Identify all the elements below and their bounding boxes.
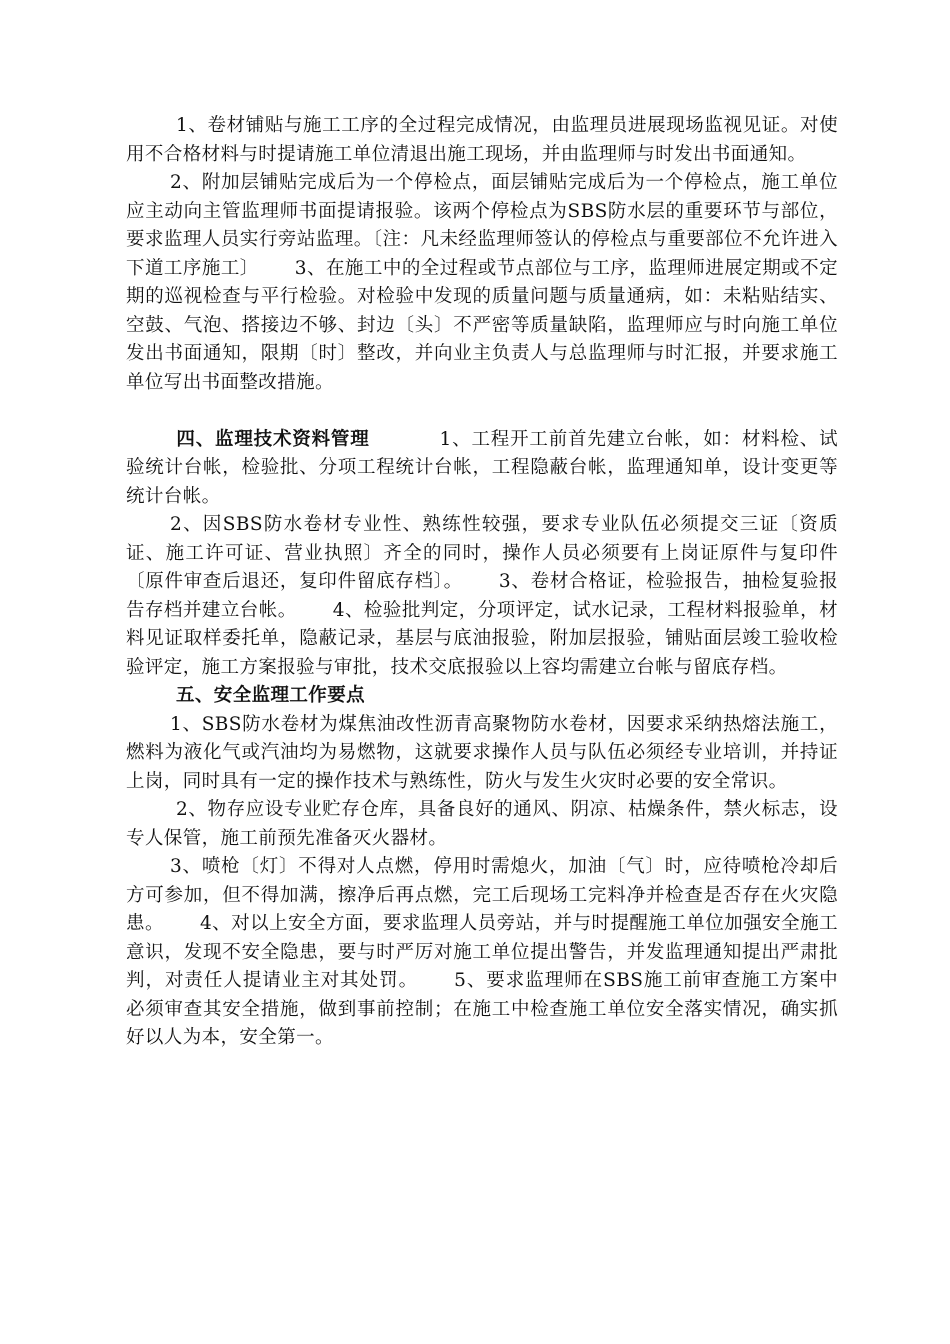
text-p4d: 4、检验批判定，分项评定，试水记录，工程材料报验单，材料见证取样委托单，隐蔽记录，基层与底油报验，附加层报验，铺贴面层竣工验收检验评定，施工方案报验与审批，技术交底报验以上容均需建立台帐与留底存档。 <box>126 599 838 678</box>
paragraph-storage <box>126 796 838 853</box>
paragraph-qualifications <box>126 511 838 682</box>
text-p4a: 1、工程开工前首先建立台帐，如：材料检、试验统计台帐，检验批、分项工程统计台帐，工程隐蔽台帐，监理通知单，设计变更等统计台帐。 <box>126 428 838 507</box>
section-heading-5: 五、安全监理工作要点 <box>176 685 366 706</box>
paragraph-fire-safety <box>126 711 838 797</box>
text-p1: 1、卷材铺贴与施工工序的全过程完成情况，由监理员进展现场监视见证。对使用不合格材料与时提请施工单位清退出施工现场，并由监理师与时发出书面通知。 <box>126 115 838 165</box>
text-p5e: 5、要求监理师在SBS施工前审查施工方案中必须审查其安全措施，做到事前控制；在施工中检查施工单位安全落实情况，确实抓好以人为本，安全第一。 <box>126 970 838 1048</box>
paragraph-torch-safety <box>126 853 838 1053</box>
paragraph-inspection-process <box>126 112 838 169</box>
text-p5b: 2、物存应设专业贮存仓库，具备良好的通风、阴凉、枯燥条件，禁火标志，设专人保管，施工前预先准备灭火器材。 <box>126 799 838 849</box>
text-p5d: 4、对以上安全方面，要求监理人员旁站，并与时提醒施工单位加强安全施工意识，发现不安全隐患，要与时严厉对施工单位提出警告，并发监理通知提出严肃批判，对责任人提请业主对其处罚。 <box>126 913 838 991</box>
text-p5a: 1、SBS防水卷材为煤焦油改性沥青高聚物防水卷材，因要求采纳热熔法施工，燃料为液化气或汽油均为易燃物，这就要求操作人员与队伍必须经专业培训，并持证上岗，同时具有一定的操作技术与熟练性，防火与发生火灾时必要的安全常识。 <box>126 713 838 792</box>
text-p4c: 3、卷材合格证，检验报告，抽检复验报告存档并建立台帐。 <box>126 571 838 621</box>
paragraph-technical-records <box>126 426 838 512</box>
text-p5c: 3、喷枪〔灯〕不得对人点燃，停用时需熄火，加油〔气〕时，应待喷枪冷却后方可参加，但不得加满，擦净后再点燃，完工后现场工完料净并检查是否存在火灾隐患。 <box>126 856 838 934</box>
text-p4b: 2、因SBS防水卷材专业性、熟练性较强，要求专业队伍必须提交三证〔资质证、施工许可证、营业执照〕齐全的同时，操作人员必须要有上岗证原件与复印件〔原件审查后退还，复印件留底存档〕。 <box>126 514 838 592</box>
document-body <box>126 112 838 1053</box>
section-heading-4: 四、监理技术资料管理 <box>176 428 370 450</box>
text-p2b: 3、在施工中的全过程或节点部位与工序，监理师进展定期或不定期的巡视检查与平行检验。对检验中发现的质量问题与质量通病，如：未粘贴结实、空鼓、气泡、搭接边不够、封边〔头〕不严密等质量缺陷，监理师应与时向施工单位发出书面通知，限期〔时〕整改，并向业主负责人与总监理师与时汇报，并要求施工单位写出书面整改措施。 <box>126 257 838 393</box>
text-p2a: 2、附加层铺贴完成后为一个停检点，面层铺贴完成后为一个停检点，施工单位应主动向主管监理师书面提请报验。该两个停检点为SBS防水层的重要环节与部位，要求监理人员实行旁站监理。〔注：凡未经监理师签认的停检点与重要部位不允许进入下道工序施工〕 <box>126 172 838 279</box>
paragraph-stop-points <box>126 169 838 397</box>
paragraph-heading-5 <box>126 682 838 711</box>
